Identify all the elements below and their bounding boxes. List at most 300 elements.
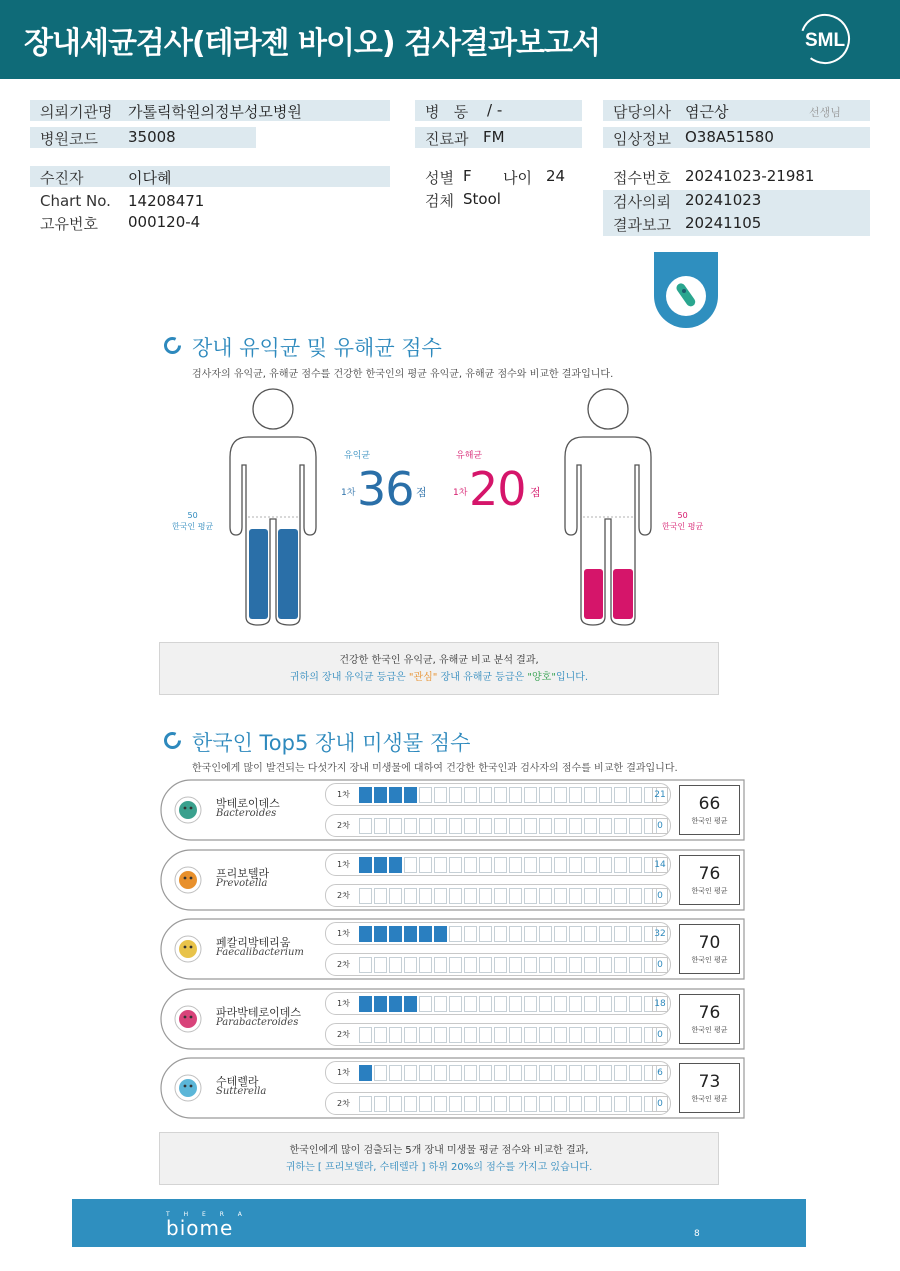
bar-cell <box>509 787 522 803</box>
ward-value: / - <box>487 101 503 119</box>
bar-cell <box>554 926 567 942</box>
report-date-label: 결과보고 <box>613 216 671 234</box>
institution-row <box>30 100 390 121</box>
institution-value: 가톨릭학원의정부성모병원 <box>128 103 302 121</box>
bar-cell <box>539 996 552 1012</box>
section2-ring-icon <box>163 731 182 750</box>
harmful-round: 1차 <box>453 488 468 498</box>
bar-cell <box>629 957 642 973</box>
bar-cell <box>569 957 582 973</box>
bar-cell <box>464 926 477 942</box>
bar-cell <box>479 957 492 973</box>
sex-age-row <box>415 166 585 187</box>
bar-cell <box>359 996 372 1012</box>
patient-label: 수진자 <box>40 169 84 187</box>
round1-bar <box>325 1061 671 1084</box>
bar-cell <box>554 818 567 834</box>
bar-cell <box>614 818 627 834</box>
bar-cell <box>494 1027 507 1043</box>
round2-label: 2차 <box>337 960 350 969</box>
report-date-value: 20241105 <box>685 214 762 232</box>
round2-bar <box>325 814 671 837</box>
brand-name: biome <box>166 1216 234 1240</box>
round2-score: 0 <box>652 957 668 973</box>
patient-value: 이다혜 <box>128 169 172 187</box>
beneficial-grade: "관심" <box>408 672 438 683</box>
bar-cell <box>509 1096 522 1112</box>
ward-row <box>415 100 582 121</box>
bar-cell <box>389 996 402 1012</box>
bar-cell <box>539 857 552 873</box>
bar-cell <box>614 926 627 942</box>
specimen-label: 검체 <box>425 192 454 210</box>
bar-cell <box>584 818 597 834</box>
bar-cell <box>449 787 462 803</box>
section1-summary <box>159 642 719 695</box>
bar-cell <box>494 1065 507 1081</box>
bar-cell <box>359 957 372 973</box>
bar-cell <box>374 857 387 873</box>
bar-cell <box>464 818 477 834</box>
bar-cell <box>524 1027 537 1043</box>
microbe-card <box>160 988 745 1050</box>
bar-cell <box>464 1065 477 1081</box>
bar-cell <box>629 1027 642 1043</box>
korean-avg-label: 한국인 평균 <box>691 1095 728 1103</box>
doctor-value: 염근상 <box>685 103 729 121</box>
bar-cell <box>389 1096 402 1112</box>
bar-cell <box>419 857 432 873</box>
round1-cells <box>359 787 657 803</box>
doctor-row <box>603 100 870 121</box>
bar-cell <box>434 926 447 942</box>
bar-cell <box>404 1027 417 1043</box>
bar-cell <box>404 957 417 973</box>
bar-cell <box>374 888 387 904</box>
bar-cell <box>554 1065 567 1081</box>
bar-cell <box>524 1065 537 1081</box>
receipt-no-label: 접수번호 <box>613 169 671 187</box>
bar-cell <box>359 857 372 873</box>
bar-cell <box>614 857 627 873</box>
footer <box>72 1199 806 1247</box>
harmful-unit: 점 <box>530 486 541 499</box>
bar-cell <box>434 857 447 873</box>
bar-cell <box>599 1027 612 1043</box>
bar-cell <box>629 996 642 1012</box>
bar-cell <box>554 957 567 973</box>
bar-cell <box>629 857 642 873</box>
bar-cell <box>524 957 537 973</box>
bar-cell <box>434 818 447 834</box>
microbe-name: 박테로이데스 <box>216 797 280 810</box>
round1-bar <box>325 853 671 876</box>
round2-label: 2차 <box>337 821 350 830</box>
unique-no-label: 고유번호 <box>40 215 98 233</box>
chart-no-value: 14208471 <box>128 192 205 210</box>
bar-cell <box>569 857 582 873</box>
chart-no-row <box>30 191 330 212</box>
round2-score: 0 <box>652 1096 668 1112</box>
round1-cells <box>359 926 657 942</box>
harmful-fill-left <box>584 569 603 619</box>
microbe-latin-name: Parabacteroides <box>216 1016 299 1028</box>
beneficial-fill-right <box>278 529 298 619</box>
microbe-card <box>160 1057 745 1119</box>
unique-no-value: 000120-4 <box>128 213 201 231</box>
bar-cell <box>584 787 597 803</box>
bar-cell <box>479 857 492 873</box>
round1-cells <box>359 1065 657 1081</box>
bar-cell <box>479 818 492 834</box>
round1-bar <box>325 783 671 806</box>
bar-cell <box>584 1096 597 1112</box>
beneficial-fill-left <box>249 529 268 619</box>
bar-cell <box>599 1096 612 1112</box>
bar-cell <box>509 1065 522 1081</box>
clinical-row <box>603 127 870 148</box>
korean-avg-box <box>679 785 740 835</box>
bar-cell <box>404 996 417 1012</box>
bar-cell <box>404 888 417 904</box>
beneficial-label: 유익균 <box>344 451 371 461</box>
microbe-badge-icon <box>654 252 718 328</box>
bar-cell <box>434 1065 447 1081</box>
bar-cell <box>569 996 582 1012</box>
bar-cell <box>419 787 432 803</box>
sex-label: 성별 <box>425 169 454 187</box>
round2-cells <box>359 1027 657 1043</box>
bar-cell <box>539 1096 552 1112</box>
bar-cell <box>494 818 507 834</box>
bar-cell <box>584 996 597 1012</box>
bar-cell <box>599 787 612 803</box>
department-row <box>415 127 582 148</box>
korean-avg-score: 66 <box>698 794 721 814</box>
bar-cell <box>359 787 372 803</box>
bar-cell <box>479 1065 492 1081</box>
bar-cell <box>524 818 537 834</box>
avg-right-value: 50 <box>677 511 688 520</box>
sex-value: F <box>463 167 472 185</box>
round1-score: 14 <box>652 857 668 873</box>
korean-avg-score: 76 <box>698 1002 721 1023</box>
summary-text-c: 입니다. <box>555 672 589 683</box>
bar-cell <box>419 1096 432 1112</box>
bar-cell <box>569 1065 582 1081</box>
hospital-code-label: 병원코드 <box>40 130 98 148</box>
section2-summary-line2: 귀하는 [ 프리보텔라, 수테렐라 ] 하위 20%의 점수를 가지고 있습니다. <box>285 1162 593 1173</box>
bar-cell <box>629 787 642 803</box>
bar-cell <box>569 818 582 834</box>
round2-label: 2차 <box>337 890 350 900</box>
bar-cell <box>554 857 567 873</box>
bar-cell <box>614 957 627 973</box>
round1-label: 1차 <box>337 998 350 1008</box>
beneficial-figure <box>220 387 330 627</box>
bar-cell <box>509 1027 522 1043</box>
bar-cell <box>599 957 612 973</box>
dates-block <box>603 190 870 236</box>
bar-cell <box>569 926 582 942</box>
korean-avg-score: 76 <box>698 863 721 884</box>
bar-cell <box>389 926 402 942</box>
bar-cell <box>479 888 492 904</box>
microbe-card <box>160 779 745 841</box>
microbe-name: 파라박테로이데스 <box>216 1005 302 1019</box>
bar-cell <box>449 957 462 973</box>
bar-cell <box>359 926 372 942</box>
microbe-name: 프리보텔라 <box>216 866 270 880</box>
bar-cell <box>374 818 387 834</box>
bar-cell <box>524 926 537 942</box>
microbe-name: 수테렐라 <box>216 1075 259 1088</box>
bar-cell <box>389 1065 402 1081</box>
bar-cell <box>584 857 597 873</box>
bar-cell <box>524 888 537 904</box>
sutterella-icon <box>174 1074 202 1102</box>
bar-cell <box>464 787 477 803</box>
korean-avg-label: 한국인 평균 <box>691 817 728 825</box>
sml-logo-text: SML <box>804 30 846 51</box>
round2-cells <box>359 1096 657 1112</box>
round2-score: 0 <box>652 818 668 834</box>
bar-cell <box>569 787 582 803</box>
section1-summary-line2 <box>160 669 718 686</box>
round2-bar <box>325 884 671 907</box>
bar-cell <box>599 996 612 1012</box>
bar-cell <box>374 996 387 1012</box>
bar-cell <box>569 1096 582 1112</box>
clinical-label: 임상정보 <box>613 130 671 148</box>
beneficial-round: 1차 <box>341 488 356 498</box>
bar-cell <box>554 996 567 1012</box>
section2-title: 한국인 Top5 장내 미생물 점수 <box>192 731 471 755</box>
korean-avg-box <box>679 855 740 905</box>
bar-cell <box>599 926 612 942</box>
bar-cell <box>614 996 627 1012</box>
bar-cell <box>494 1096 507 1112</box>
bar-cell <box>434 1027 447 1043</box>
harmful-figure <box>555 387 665 627</box>
korean-avg-score: 70 <box>698 933 721 953</box>
bar-cell <box>404 857 417 873</box>
bar-cell <box>614 1096 627 1112</box>
bar-cell <box>419 996 432 1012</box>
bar-cell <box>629 888 642 904</box>
bar-cell <box>494 996 507 1012</box>
avg-left-label <box>172 510 213 532</box>
parabacteroides-icon <box>174 1005 202 1033</box>
bar-cell <box>494 957 507 973</box>
bar-cell <box>524 996 537 1012</box>
bar-cell <box>554 787 567 803</box>
bar-cell <box>464 996 477 1012</box>
section1-title: 장내 유익균 및 유해균 점수 <box>192 336 442 360</box>
bar-cell <box>419 1027 432 1043</box>
summary-text-a: 귀하의 장내 유익균 등급은 <box>289 672 409 683</box>
thera-biome-logo <box>166 1211 248 1238</box>
harmful-score: 20 <box>469 462 526 516</box>
bar-cell <box>374 957 387 973</box>
bar-cell <box>479 787 492 803</box>
bar-cell <box>524 1096 537 1112</box>
round1-bar <box>325 922 671 945</box>
hospital-code-value: 35008 <box>128 128 176 146</box>
korean-avg-label: 한국인 평균 <box>691 886 728 895</box>
bar-cell <box>434 996 447 1012</box>
round2-cells <box>359 818 657 834</box>
hospital-code-row <box>30 127 256 148</box>
bar-cell <box>539 957 552 973</box>
bar-cell <box>494 888 507 904</box>
bar-cell <box>509 857 522 873</box>
bar-cell <box>404 1096 417 1112</box>
round1-score: 21 <box>652 787 668 803</box>
round2-bar <box>325 953 671 976</box>
bar-cell <box>359 1065 372 1081</box>
harmful-label: 유해균 <box>456 451 483 461</box>
bar-cell <box>449 996 462 1012</box>
microbe-card <box>160 849 745 911</box>
round2-score: 0 <box>652 888 668 904</box>
round1-score: 6 <box>652 1065 668 1081</box>
specimen-value: Stool <box>463 190 501 208</box>
section1-summary-line1: 건강한 한국인 유익균, 유해균 비교 분석 결과, <box>339 655 539 666</box>
bar-cell <box>629 818 642 834</box>
round2-score: 0 <box>652 1027 668 1043</box>
bar-cell <box>449 888 462 904</box>
bar-cell <box>494 787 507 803</box>
round1-label: 1차 <box>337 790 350 799</box>
age-label: 나이 <box>503 169 532 187</box>
bar-cell <box>539 926 552 942</box>
bar-cell <box>479 1027 492 1043</box>
korean-avg-label: 한국인 평균 <box>691 956 728 964</box>
patient-row <box>30 166 390 187</box>
bar-cell <box>419 818 432 834</box>
bar-cell <box>419 957 432 973</box>
avg-right-text: 한국인 평균 <box>662 522 704 531</box>
receipt-no-value: 20241023-21981 <box>685 167 815 185</box>
bar-cell <box>614 787 627 803</box>
bar-cell <box>464 1096 477 1112</box>
beneficial-score: 36 <box>357 462 414 516</box>
bar-cell <box>389 1027 402 1043</box>
microbe-latin-name: Faecalibacterium <box>216 947 304 958</box>
bar-cell <box>419 926 432 942</box>
section2-subtitle: 한국인에게 많이 발견되는 다섯가지 장내 미생물에 대하여 건강한 한국인과 검사자의 점수를 비교한 결과입니다. <box>192 763 678 774</box>
round1-cells <box>359 996 657 1012</box>
bar-cell <box>539 888 552 904</box>
prevotella-icon <box>174 866 202 894</box>
bar-cell <box>494 857 507 873</box>
harmful-grade: "양호" <box>527 672 556 683</box>
department-label: 진료과 <box>425 130 469 148</box>
microbe-card <box>160 918 745 980</box>
bar-cell <box>554 888 567 904</box>
bar-cell <box>449 1027 462 1043</box>
bar-cell <box>569 1027 582 1043</box>
bar-cell <box>434 1096 447 1112</box>
section2-summary-line1: 한국인에게 많이 검출되는 5개 장내 미생물 평균 점수와 비교한 결과, <box>289 1145 589 1156</box>
page-number: 8 <box>694 1229 700 1239</box>
microbe-latin-name: Bacteroides <box>216 808 277 819</box>
bar-cell <box>434 957 447 973</box>
bar-cell <box>569 888 582 904</box>
bar-cell <box>389 787 402 803</box>
institution-label: 의뢰기관명 <box>40 103 113 121</box>
round2-label: 2차 <box>337 1029 350 1039</box>
bar-cell <box>524 787 537 803</box>
bar-cell <box>509 888 522 904</box>
chart-no-label: Chart No. <box>40 192 111 210</box>
round1-label: 1차 <box>337 1068 350 1077</box>
bar-cell <box>359 1027 372 1043</box>
bar-cell <box>464 857 477 873</box>
sml-logo <box>798 12 852 66</box>
bar-cell <box>599 818 612 834</box>
bar-cell <box>404 926 417 942</box>
bar-cell <box>599 857 612 873</box>
bar-cell <box>359 818 372 834</box>
round1-cells <box>359 857 657 873</box>
bar-cell <box>584 926 597 942</box>
bar-cell <box>374 787 387 803</box>
bar-cell <box>434 888 447 904</box>
avg-left-value: 50 <box>187 511 198 520</box>
korean-avg-score: 73 <box>698 1072 721 1092</box>
clinical-value: O38A51580 <box>685 128 774 146</box>
section-ring-icon <box>163 336 182 355</box>
round2-bar <box>325 1023 671 1046</box>
bacteroides-icon <box>174 796 202 824</box>
bar-cell <box>389 888 402 904</box>
bar-cell <box>614 1065 627 1081</box>
bar-cell <box>434 787 447 803</box>
bar-cell <box>614 888 627 904</box>
receipt-no-row <box>603 166 870 187</box>
bar-cell <box>479 996 492 1012</box>
bar-cell <box>359 1096 372 1112</box>
bar-cell <box>404 1065 417 1081</box>
bar-cell <box>449 1065 462 1081</box>
specimen-row <box>415 189 585 210</box>
round2-cells <box>359 957 657 973</box>
report-header <box>0 0 900 79</box>
bar-cell <box>539 787 552 803</box>
bar-cell <box>374 1027 387 1043</box>
bar-cell <box>464 888 477 904</box>
harmful-fill-right <box>613 569 633 619</box>
bar-cell <box>539 818 552 834</box>
bar-cell <box>599 888 612 904</box>
ward-label: 병 동 <box>425 103 469 121</box>
bar-cell <box>359 888 372 904</box>
bar-cell <box>464 957 477 973</box>
doctor-label: 담당의사 <box>613 103 671 121</box>
round1-score: 32 <box>652 926 668 942</box>
round2-bar <box>325 1092 671 1115</box>
bar-cell <box>374 926 387 942</box>
avg-left-text: 한국인 평균 <box>172 522 214 531</box>
beneficial-unit: 점 <box>416 486 427 499</box>
brand-top: T H E R A <box>166 1211 248 1218</box>
avg-right-label <box>662 510 703 532</box>
round1-bar <box>325 992 671 1015</box>
bar-cell <box>539 1065 552 1081</box>
department-value: FM <box>483 128 505 146</box>
